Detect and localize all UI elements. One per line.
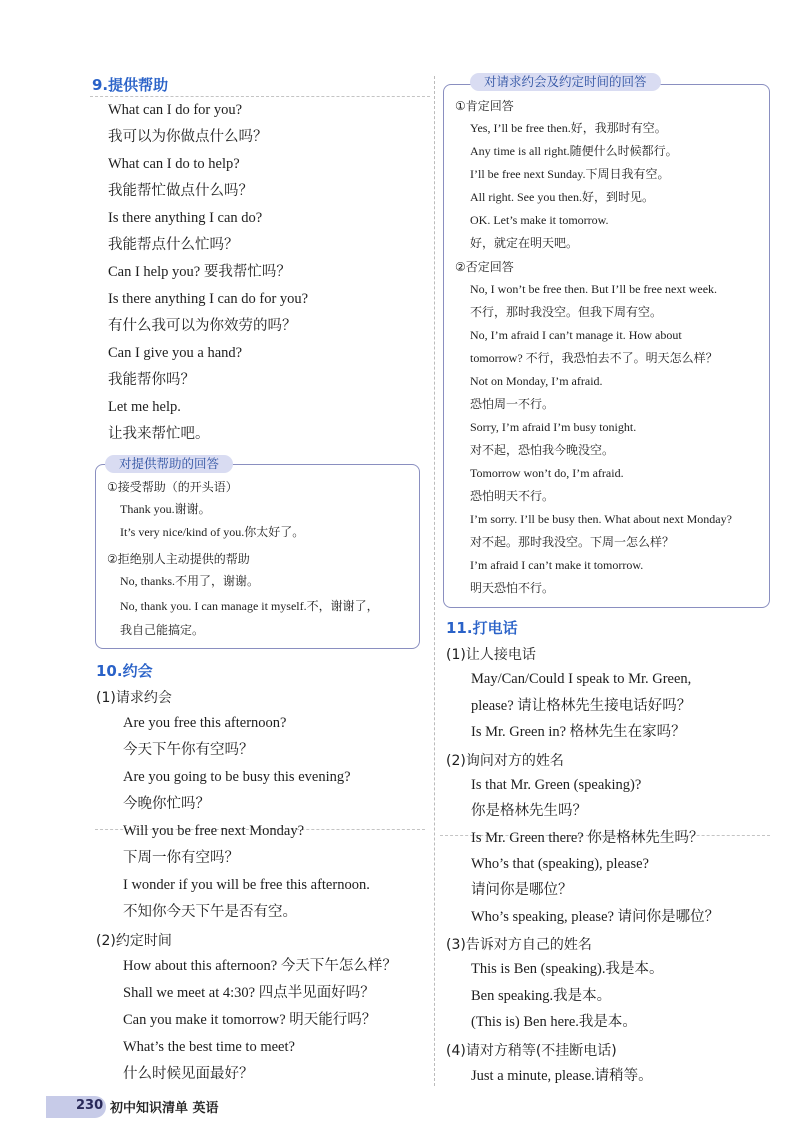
section-9-title: 9.提供帮助 (92, 76, 169, 94)
date-negative-line-1: No, I won’t be free then. But I’ll be free next week. (470, 282, 718, 296)
date-negative-label: ②否定回答 (455, 260, 514, 274)
section-11-sub4: (4)请对方稍等(不挂断电话) (446, 1043, 617, 1059)
section-11-sub2-line-3: Is Mr. Green there? 你是格林先生吗？ (471, 829, 704, 846)
section-9-line-6: 我能帮点什么忙吗？ (108, 237, 239, 253)
section-10-sub2-line-5: 什么时候见面最好？ (123, 1066, 254, 1082)
page-number: 230 (76, 1098, 104, 1113)
top-rule (90, 96, 430, 97)
section-11-sub1: (1)让人接电话 (446, 647, 536, 663)
help-refuse-line-3: 我自己能搞定。 (120, 623, 205, 637)
help-refuse-line-2: No, thank you. I can manage it myself.不，谢谢了， (120, 598, 379, 613)
section-9-line-13: 让我来帮忙吧。 (108, 426, 210, 442)
date-negative-line-13: I’m afraid I can’t make it tomorrow. (470, 558, 644, 572)
section-9-line-2: 我可以为你做点什么吗？ (108, 129, 268, 145)
help-accept-line-2: It’s very nice/kind of you.你太好了。 (120, 525, 305, 539)
section-10-sub1-line-5: Will you be free next Monday? (123, 823, 305, 839)
section-9-line-3: What can I do to help? (108, 156, 240, 172)
section-10-sub1-line-8: 不知你今天下午是否有空。 (123, 904, 297, 920)
section-10-sub2-line-1: How about this afternoon? 今天下午怎么样？ (123, 958, 397, 974)
section-11-sub3-line-1: This is Ben (speaking).我是本。 (471, 961, 664, 977)
section-10-sub1-line-1: Are you free this afternoon? (123, 715, 287, 731)
section-11-sub1-line-2: please? 请让格林先生接电话好吗？ (471, 697, 692, 714)
help-reply-box-title: 对提供帮助的回答 (105, 455, 233, 473)
section-9-line-9: 有什么我可以为你效劳的吗？ (108, 318, 297, 334)
section-10-sub2-line-2: Shall we meet at 4:30? 四点半见面好吗？ (123, 985, 375, 1001)
section-10-sub1-line-6: 下周一你有空吗？ (123, 850, 239, 866)
section-9-line-7: Can I help you? 要我帮忙吗？ (108, 264, 291, 280)
section-11-sub2-line-2: 你是格林先生吗？ (471, 803, 587, 820)
section-10-sub1-line-4: 今晚你忙吗？ (123, 796, 210, 812)
section-9-line-8: Is there anything I can do for you? (108, 291, 309, 307)
date-negative-line-12: 对不起。那时我没空。下周一怎么样？ (470, 535, 675, 549)
section-11-sub2-line-6: Who’s speaking, please? 请问你是哪位？ (471, 908, 720, 925)
section-11-sub4-line-1: Just a minute, please.请稍等。 (471, 1068, 653, 1084)
date-positive-line-2: Any time is all right.随便什么时候都行。 (470, 144, 678, 158)
date-negative-line-6: 恐怕周一不行。 (470, 397, 555, 411)
date-reply-box (443, 84, 770, 608)
section-11-title: 11.打电话 (446, 619, 518, 637)
section-9-line-12: Let me help. (108, 399, 181, 415)
date-negative-line-7: Sorry, I’m afraid I’m busy tonight. (470, 420, 637, 434)
help-accept-label: ①接受帮助（的开头语） (107, 480, 238, 494)
date-negative-line-3: No, I’m afraid I can’t manage it. How about (470, 328, 682, 342)
section-11-sub2: (2)询问对方的姓名 (446, 753, 564, 769)
date-negative-line-9: Tomorrow won’t do, I’m afraid. (470, 466, 624, 480)
date-positive-line-1: Yes, I’ll be free then.好，我那时有空。 (470, 121, 667, 135)
section-10-sub1-line-7: I wonder if you will be free this afternoon. (123, 877, 370, 893)
section-11-sub1-line-3: Is Mr. Green in? 格林先生在家吗？ (471, 724, 686, 740)
section-9-line-10: Can I give you a hand? (108, 345, 243, 361)
section-10-sub1-line-2: 今天下午你有空吗？ (123, 742, 254, 758)
section-9-line-4: 我能帮忙做点什么吗？ (108, 183, 253, 199)
section-10-sub2-line-3: Can you make it tomorrow? 明天能行吗？ (123, 1012, 377, 1028)
date-negative-line-10: 恐怕明天不行。 (470, 489, 555, 503)
section-11-sub2-line-1: Is that Mr. Green (speaking)? (471, 777, 642, 793)
date-negative-line-14: 明天恐怕不行。 (470, 581, 555, 595)
section-9-line-5: Is there anything I can do? (108, 210, 263, 226)
section-10-title: 10.约会 (96, 662, 153, 680)
help-refuse-label: ②拒绝别人主动提供的帮助 (107, 552, 250, 566)
date-positive-line-3: I’ll be free next Sunday.下周日我有空。 (470, 167, 670, 181)
date-negative-line-4: tomorrow? 不行，我恐怕去不了。明天怎么样？ (470, 351, 718, 365)
help-refuse-line-1: No, thanks.不用了，谢谢。 (120, 574, 259, 588)
section-9-line-11: 我能帮你吗？ (108, 372, 195, 388)
section-10-sub1: (1)请求约会 (96, 690, 172, 706)
section-11-sub3-line-2: Ben speaking.我是本。 (471, 987, 612, 1004)
help-accept-line-1: Thank you.谢谢。 (120, 502, 211, 516)
date-reply-box-title: 对请求约会及约定时间的回答 (470, 73, 661, 91)
section-10-sub1-line-3: Are you going to be busy this evening? (123, 769, 351, 785)
date-positive-line-5: OK. Let’s make it tomorrow. (470, 213, 609, 227)
section-11-sub3: (3)告诉对方自己的姓名 (446, 937, 592, 953)
date-positive-line-6: 好，就定在明天吧。 (470, 236, 579, 250)
date-positive-line-4: All right. See you then.好，到时见。 (470, 190, 654, 204)
book-title: 初中知识清单 英语 (110, 1101, 219, 1116)
section-9-line-1: What can I do for you? (108, 102, 243, 118)
date-positive-label: ①肯定回答 (455, 99, 514, 113)
column-divider (434, 76, 435, 1086)
section-11-sub1-line-1: May/Can/Could I speak to Mr. Green, (471, 671, 692, 687)
date-negative-line-5: Not on Monday, I’m afraid. (470, 374, 603, 388)
section-11-sub3-line-3: (This is) Ben here.我是本。 (471, 1014, 637, 1030)
section-10-sub2-line-4: What’s the best time to meet? (123, 1039, 295, 1055)
section-10-sub2: (2)约定时间 (96, 933, 172, 949)
date-negative-line-8: 对不起，恐怕我今晚没空。 (470, 443, 615, 457)
date-negative-line-11: I’m sorry. I’ll be busy then. What about next Monday? (470, 512, 732, 526)
section-11-sub2-line-5: 请问你是哪位？ (471, 882, 573, 899)
section-11-sub2-line-4: Who’s that (speaking), please? (471, 855, 649, 872)
date-negative-line-2: 不行，那时我没空。但我下周有空。 (470, 305, 663, 319)
